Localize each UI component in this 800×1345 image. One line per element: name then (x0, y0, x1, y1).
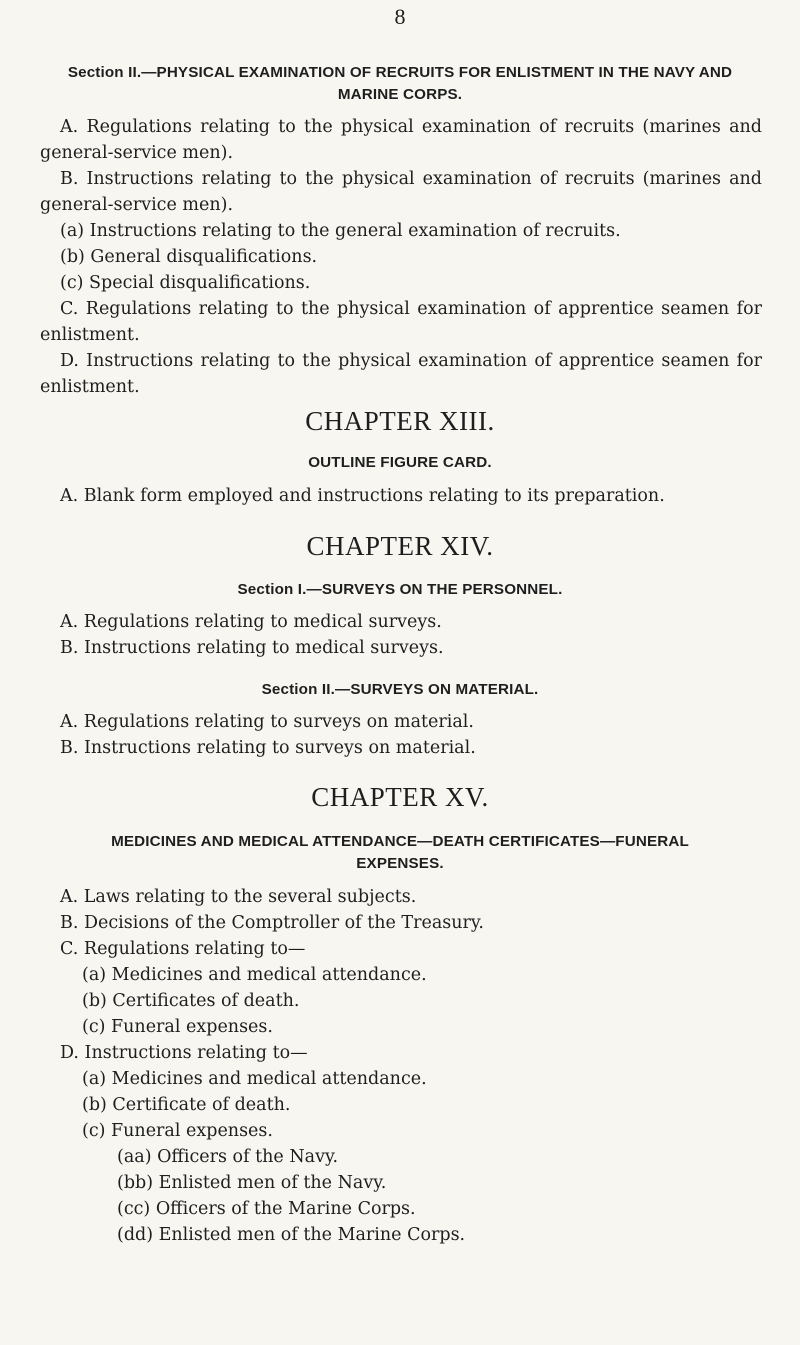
section-2-item-d-line1: D. Instructions relating to the physical examination of apprentice seamen for (60, 351, 762, 371)
chapter-15-item-d-sub-b: (b) Certificate of death. (82, 1095, 291, 1115)
section-2-item-b-line2: general-service men). (40, 195, 234, 215)
chapter-14-title: CHAPTER XIV. (306, 531, 494, 561)
section-2-item-b-sub-a: (a) Instructions relating to the general examination of recruits. (60, 221, 621, 241)
section-2-heading-line2: MARINE CORPS. (337, 86, 463, 103)
chapter-15-item-b: B. Decisions of the Comptroller of the Treasury. (60, 913, 484, 933)
section-2-item-d-line2: enlistment. (40, 377, 140, 397)
chapter-15-item-d-sub-c: (c) Funeral expenses. (82, 1121, 273, 1141)
chapter-15-title: CHAPTER XV. (311, 782, 489, 812)
chapter-15-item-c: C. Regulations relating to— (60, 939, 306, 959)
chapter-15-subtitle-line1: MEDICINES AND MEDICAL ATTENDANCE—DEATH CERTIFICATES—FUNERAL (111, 833, 689, 850)
chapter-15-item-d-sub-a: (a) Medicines and medical attendance. (82, 1069, 427, 1089)
chapter-14-section-1-item-a: A. Regulations relating to medical surveys. (60, 612, 442, 632)
chapter-15-item-c-sub-a: (a) Medicines and medical attendance. (82, 965, 427, 985)
section-2-item-b-line1: B. Instructions relating to the physical examination of recruits (marines and (60, 169, 762, 189)
chapter-15-item-c-sub-c: (c) Funeral expenses. (82, 1017, 273, 1037)
section-2-item-c-line1: C. Regulations relating to the physical examination of apprentice seamen for (60, 299, 762, 319)
section-2-item-c-line2: enlistment. (40, 325, 140, 345)
chapter-15-item-d-sub-aa: (aa) Officers of the Navy. (117, 1147, 339, 1167)
chapter-15-item-d-sub-dd: (dd) Enlisted men of the Marine Corps. (117, 1225, 466, 1245)
chapter-14-section-2-item-b: B. Instructions relating to surveys on material. (60, 738, 476, 758)
chapter-15-item-c-sub-b: (b) Certificates of death. (82, 991, 300, 1011)
chapter-15-item-d: D. Instructions relating to— (60, 1043, 308, 1063)
chapter-14-section-1-item-b: B. Instructions relating to medical surveys. (60, 638, 444, 658)
chapter-13-item-a: A. Blank form employed and instructions relating to its preparation. (60, 486, 665, 506)
chapter-13-subtitle: OUTLINE FIGURE CARD. (308, 454, 492, 471)
section-2-item-b-sub-b: (b) General disqualifications. (60, 247, 318, 267)
section-2-item-a-line2: general-service men). (40, 143, 234, 163)
page-number: 8 (394, 4, 406, 29)
chapter-15-subtitle-line2: EXPENSES. (356, 855, 444, 872)
chapter-15-item-d-sub-bb: (bb) Enlisted men of the Navy. (117, 1173, 387, 1193)
chapter-14-section-1-heading: Section I.—SURVEYS ON THE PERSONNEL. (237, 581, 563, 598)
section-2-item-b-sub-c: (c) Special disqualifications. (60, 273, 311, 293)
chapter-13-title: CHAPTER XIII. (305, 406, 495, 436)
section-2-heading-line1: Section II.—PHYSICAL EXAMINATION OF RECRUITS FOR ENLISTMENT IN THE NAVY AND (67, 64, 733, 81)
chapter-14-section-2-item-a: A. Regulations relating to surveys on material. (60, 712, 474, 732)
chapter-15-item-a: A. Laws relating to the several subjects. (60, 887, 417, 907)
section-2-item-a-line1: A. Regulations relating to the physical examination of recruits (marines and (60, 117, 762, 137)
chapter-15-item-d-sub-cc: (cc) Officers of the Marine Corps. (117, 1199, 416, 1219)
chapter-14-section-2-heading: Section II.—SURVEYS ON MATERIAL. (261, 681, 539, 698)
